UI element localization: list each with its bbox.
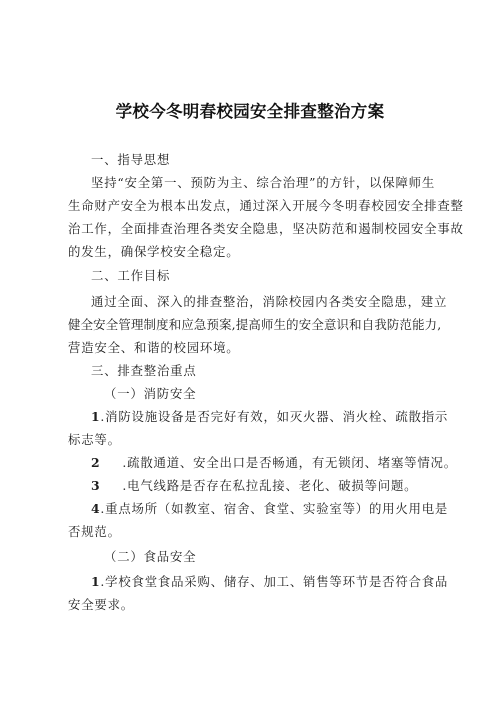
document-title: 学校今冬明春校园安全排查整治方案 — [115, 102, 385, 121]
list-item-text: .疏散通道、安全出口是否畅通，有无锁闭、堵塞等情况。 — [122, 455, 457, 470]
paragraph-line: 坚持“安全第一、预防为主、综合治理”的方针，以保障师生 — [91, 175, 436, 190]
paragraph-line: 通过全面、深入的排查整治，消除校园内各类安全隐患，建立 — [91, 294, 448, 309]
list-item — [91, 499, 448, 517]
list-item — [91, 407, 448, 425]
list-item-text: .消防设施设备是否完好有效，如灭火器、消火栓、疏散指示 — [100, 409, 449, 424]
list-item — [91, 453, 457, 471]
list-item-continuation: 安全要求。 — [68, 597, 134, 612]
list-number: 1 — [91, 574, 101, 589]
list-item-continuation: 否规范。 — [68, 524, 121, 539]
paragraph-line: 生命财产安全为根本出发点，通过深入开展今冬明春校园安全排查整 — [68, 198, 464, 213]
list-item-text: .电气线路是否存在私拉乱接、老化、破损等问题。 — [122, 478, 418, 493]
section-heading: 一、指导思想 — [91, 152, 171, 167]
list-item-text: .学校食堂食品采购、储存、加工、销售等环节是否符合食品 — [100, 574, 449, 589]
list-number: 4 — [91, 501, 101, 516]
section-heading: 二、工作目标 — [91, 268, 171, 283]
paragraph-line: 的发生，确保学校安全稳定。 — [68, 244, 240, 259]
list-item-text: .重点场所（如教室、宿舍、食堂、实验室等）的用火用电是 — [100, 501, 449, 516]
subsection-heading: （一）消防安全 — [104, 386, 197, 401]
list-number: 1 — [91, 409, 101, 424]
list-number: 2 — [91, 455, 101, 470]
section-heading: 三、排查整治重点 — [91, 363, 197, 378]
paragraph-line: 营造安全、和谐的校园环境。 — [68, 340, 240, 355]
list-number: 3 — [91, 478, 101, 493]
paragraph-line: 治工作，全面排查治理各类安全隐患，坚决防范和遏制校园安全事故 — [68, 221, 464, 236]
list-item-continuation: 标志等。 — [68, 432, 121, 447]
list-item — [91, 476, 417, 494]
list-item — [91, 572, 448, 590]
paragraph-line: 健全安全管理制度和应急预案,提高师生的安全意识和自我防范能力, — [68, 317, 442, 332]
subsection-heading: （二）食品安全 — [104, 549, 197, 564]
